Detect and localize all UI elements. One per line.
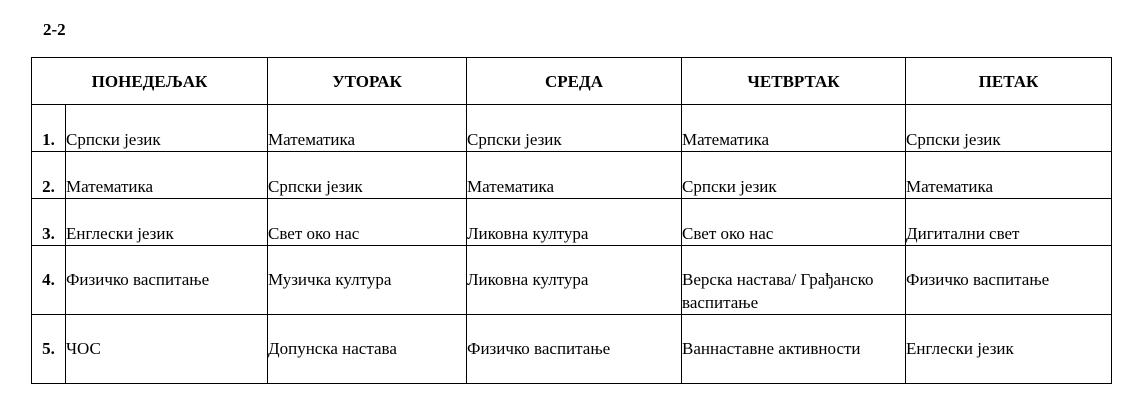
table-row [32,199,1112,246]
subject-cell-wednesday: Српски језик [467,105,682,152]
day-header-wednesday: СРЕДА [467,58,682,105]
subject-cell-friday: Енглески језик [906,315,1112,384]
period-number: 5. [32,315,66,384]
subject-cell-friday: Дигитални свет [906,199,1112,246]
day-header-monday: ПОНЕДЕЉАК [32,58,268,105]
table-row [32,315,1112,384]
subject-cell-tuesday: Музичка култура [268,246,467,315]
period-number: 4. [32,246,66,315]
schedule-table [31,57,1112,384]
class-label: 2-2 [43,20,66,39]
subject-cell-monday: Српски језик [66,105,268,152]
subject-cell-monday: Физичко васпитање [66,246,268,315]
subject-cell-monday: Математика [66,152,268,199]
subject-cell-wednesday: Математика [467,152,682,199]
subject-cell-thursday: Верска настава/ Грађанско васпитање [682,246,906,315]
subject-cell-tuesday: Свет око нас [268,199,467,246]
subject-cell-thursday: Математика [682,105,906,152]
subject-cell-thursday: Ваннаставне активности [682,315,906,384]
table-row [32,152,1112,199]
header-row [32,58,1112,105]
subject-cell-thursday: Свет око нас [682,199,906,246]
subject-cell-wednesday: Ликовна култура [467,246,682,315]
subject-cell-monday: ЧОС [66,315,268,384]
period-number: 3. [32,199,66,246]
subject-cell-wednesday: Физичко васпитање [467,315,682,384]
subject-cell-wednesday: Ликовна култура [467,199,682,246]
table-row [32,246,1112,315]
subject-cell-thursday: Српски језик [682,152,906,199]
period-number: 1. [32,105,66,152]
subject-cell-friday: Српски језик [906,105,1112,152]
subject-cell-tuesday: Математика [268,105,467,152]
subject-cell-monday: Енглески језик [66,199,268,246]
day-header-tuesday: УТОРАК [268,58,467,105]
day-header-thursday: ЧЕТВРТАК [682,58,906,105]
day-header-friday: ПЕТАК [906,58,1112,105]
subject-cell-tuesday: Српски језик [268,152,467,199]
subject-cell-tuesday: Допунска настава [268,315,467,384]
period-number: 2. [32,152,66,199]
subject-cell-friday: Математика [906,152,1112,199]
table-row [32,105,1112,152]
subject-cell-friday: Физичко васпитање [906,246,1112,315]
